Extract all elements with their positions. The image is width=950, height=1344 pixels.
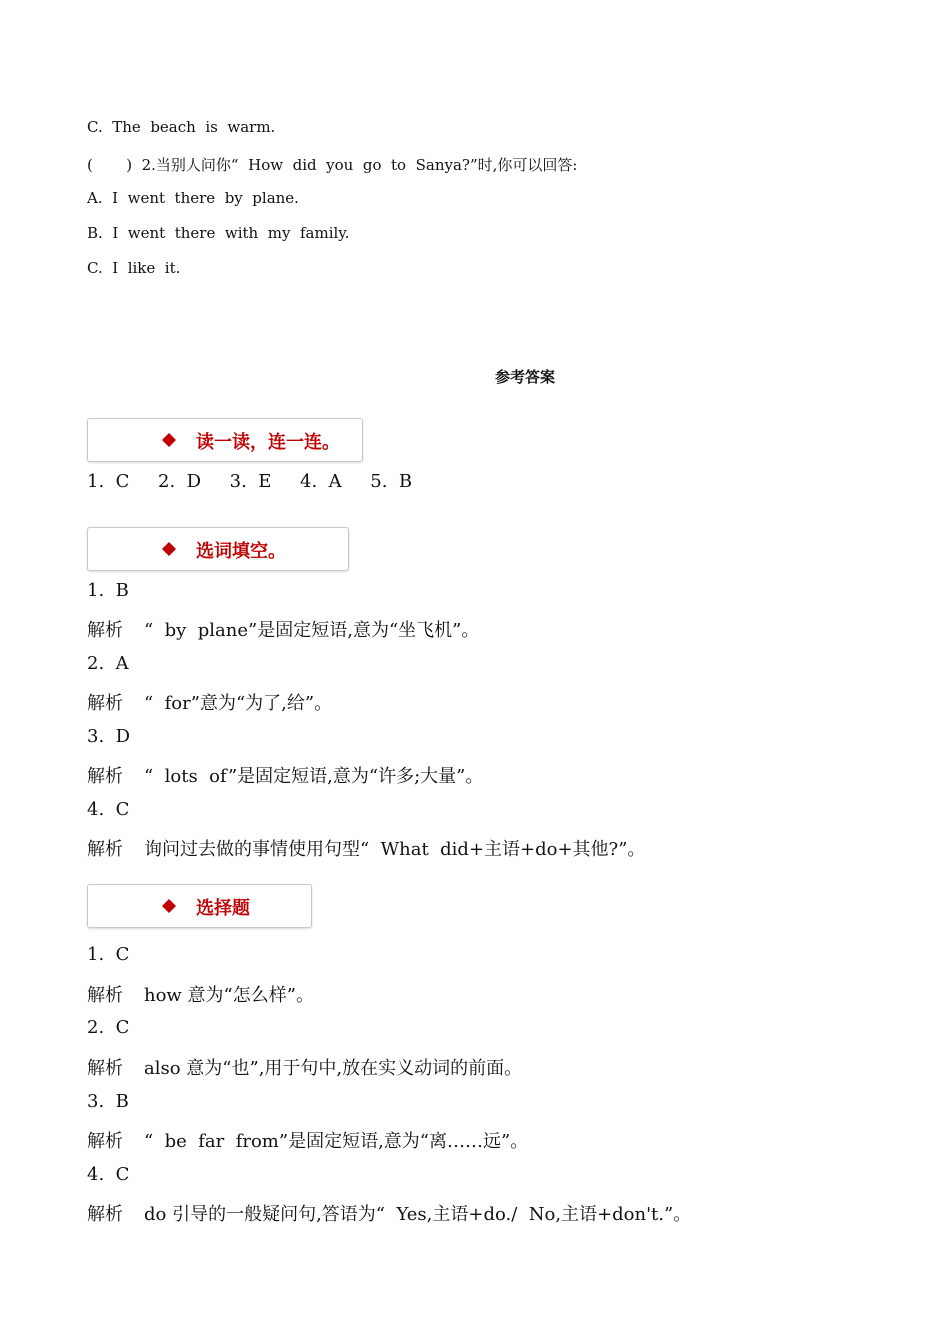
explain-text: also 意为“也”,用于句中,放在实义动词的前面。 — [144, 1058, 523, 1079]
section-header-3 — [87, 884, 312, 928]
diamond-icon — [160, 540, 178, 558]
explain-text: “ for”意为“为了,给”。 — [144, 693, 333, 714]
explain-label: 解析 — [87, 1058, 123, 1079]
explain-text: “ be far from”是固定短语,意为“离……远”。 — [144, 1131, 529, 1152]
s3-item-4-num: 4. C — [87, 1164, 130, 1185]
explain-label: 解析 — [87, 1204, 123, 1225]
explain-label: 解析 — [87, 620, 123, 641]
option-c: C. I like it. — [87, 259, 181, 277]
diamond-icon — [160, 897, 178, 915]
s3-item-3-num: 3. B — [87, 1091, 129, 1112]
s2-item-3-explain — [87, 762, 483, 788]
s3-item-3-explain — [87, 1127, 528, 1153]
section-header-1 — [87, 418, 363, 462]
s2-item-4-explain — [87, 835, 645, 861]
answer-title: 参考答案 — [494, 368, 555, 386]
s2-item-1-explain — [87, 616, 479, 642]
explain-text: “ lots of”是固定短语,意为“许多;大量”。 — [144, 766, 484, 787]
diamond-icon — [160, 431, 178, 449]
explain-label: 解析 — [87, 985, 123, 1006]
explain-label: 解析 — [87, 693, 123, 714]
s3-item-1-num: 1. C — [87, 944, 130, 965]
s2-item-1-num: 1. B — [87, 580, 129, 601]
explain-label: 解析 — [87, 839, 123, 860]
question-2: ( ) 2.当别人问你“ How did you go to Sanya?”时,你可以回答: — [87, 156, 578, 174]
s2-item-4-num: 4. C — [87, 799, 130, 820]
s2-item-2-num: 2. A — [87, 653, 129, 674]
s2-item-3-num: 3. D — [87, 726, 131, 747]
explain-text: 询问过去做的事情使用句型“ What did+主语+do+其他?”。 — [144, 839, 646, 860]
s3-item-2-explain — [87, 1054, 522, 1080]
s3-item-4-explain — [87, 1200, 691, 1226]
option-c-beach: C. The beach is warm. — [87, 118, 276, 136]
section-title-2: 选词填空。 — [196, 541, 286, 562]
explain-text: “ by plane”是固定短语,意为“坐飞机”。 — [144, 620, 480, 641]
explain-label: 解析 — [87, 766, 123, 787]
explain-text: do 引导的一般疑问句,答语为“ Yes,主语+do./ No,主语+don't.”。 — [144, 1204, 692, 1225]
s3-item-2-num: 2. C — [87, 1017, 130, 1038]
explain-text: how 意为“怎么样”。 — [144, 985, 314, 1006]
section-title-1: 读一读，连一连。 — [196, 432, 340, 453]
option-a: A. I went there by plane. — [87, 189, 299, 207]
section-1-answers: 1. C 2. D 3. E 4. A 5. B — [87, 471, 413, 492]
section-header-2 — [87, 527, 349, 571]
explain-label: 解析 — [87, 1131, 123, 1152]
s2-item-2-explain — [87, 689, 332, 715]
section-title-3: 选择题 — [196, 898, 250, 919]
option-b: B. I went there with my family. — [87, 224, 350, 242]
s3-item-1-explain — [87, 981, 314, 1007]
